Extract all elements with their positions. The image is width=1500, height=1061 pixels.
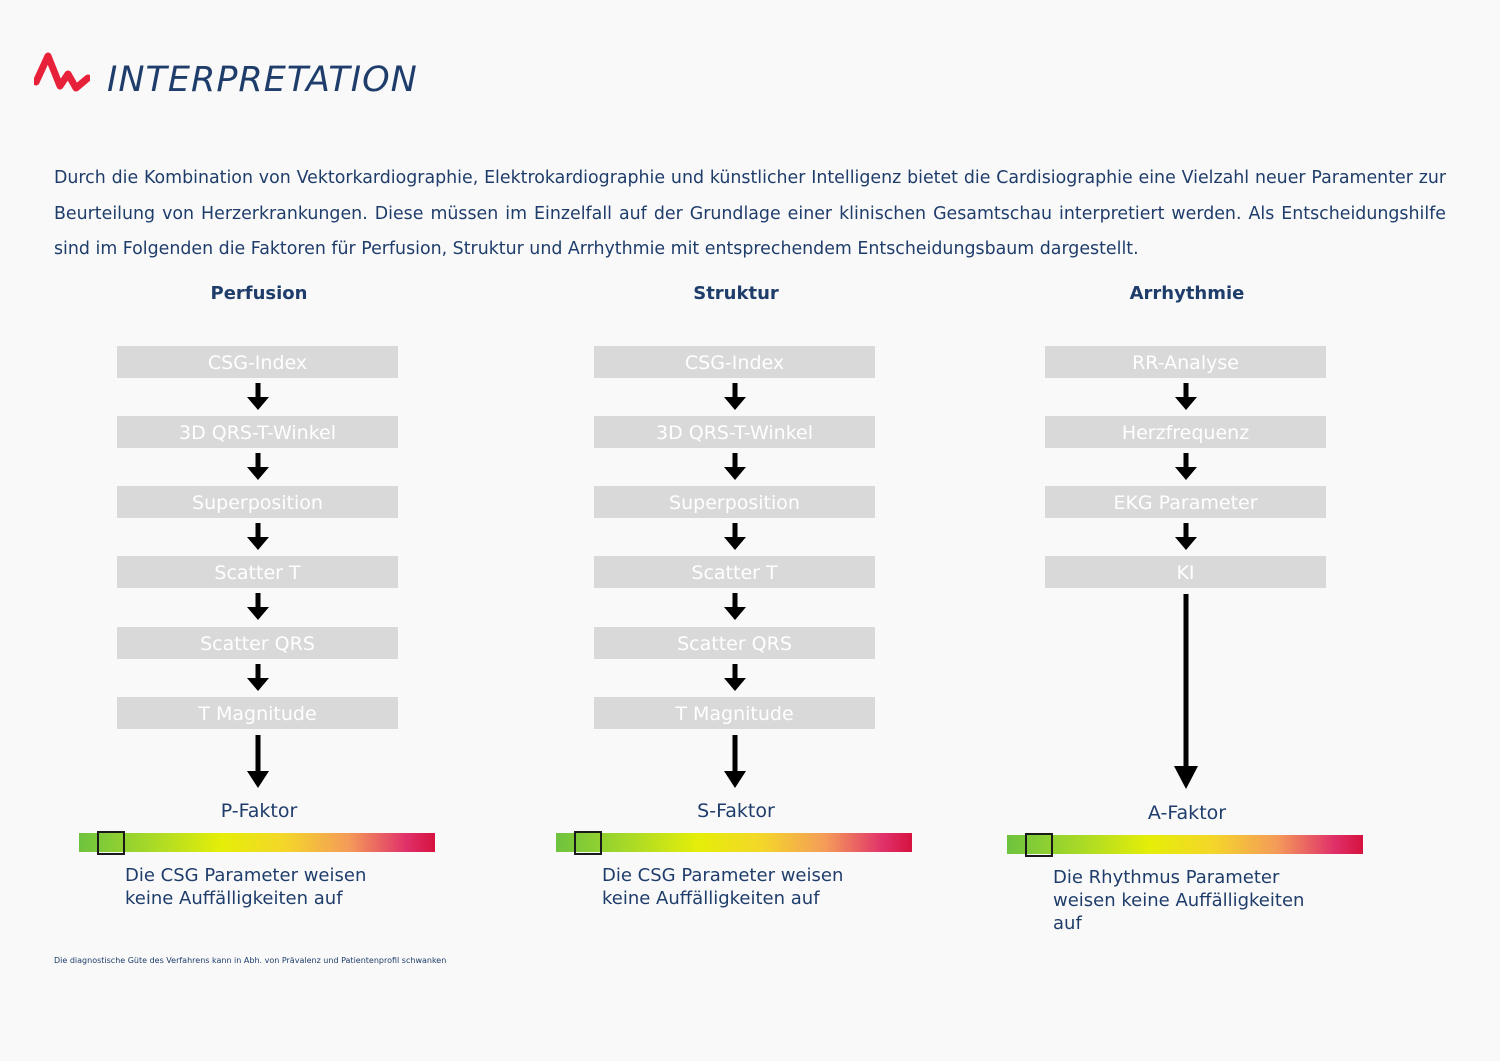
column-struktur	[556, 0, 916, 1061]
step-box: Herzfrequenz	[1045, 416, 1326, 448]
step-box: 3D QRS-T-Winkel	[117, 416, 398, 448]
arrow-down-icon	[1174, 383, 1198, 411]
arrow-down-icon	[723, 664, 747, 692]
description-line: keine Auffälligkeiten auf	[125, 888, 343, 909]
arrow-down-icon	[246, 593, 270, 621]
page-title: INTERPRETATION	[107, 60, 418, 100]
factor-gradient-bar	[79, 833, 435, 852]
arrow-down-icon	[723, 523, 747, 551]
arrow-down-icon	[246, 664, 270, 692]
step-box: T Magnitude	[117, 697, 398, 729]
factor-label: S-Faktor	[697, 800, 775, 822]
factor-description	[1053, 866, 1304, 935]
step-box: KI	[1045, 556, 1326, 588]
step-box: Superposition	[594, 486, 875, 518]
factor-label: P-Faktor	[220, 800, 298, 822]
step-box: CSG-Index	[117, 346, 398, 378]
arrow-down-icon	[723, 735, 747, 789]
factor-marker	[1025, 833, 1053, 857]
intro-paragraph: Durch die Kombination von Vektorkardiographie, Elektrokardiographie und künstlicher Intelligenz bietet die Cardisiographie eine Vielzahl neuer Paramenter zur Beurteilung von Herzerkrankungen. Diese müssen im Einzelfall auf der Grundlage einer klinischen Gesamtschau interpretiert werden. Als Entscheidungshilfe sind im Folgenden die Faktoren für Perfusion, Struktur und Arrhythmie mit entsprechendem Entscheidungsbaum dargestellt.	[54, 168, 1446, 259]
description-line: keine Auffälligkeiten auf	[602, 888, 820, 909]
factor-description	[125, 864, 366, 910]
description-line: Die CSG Parameter weisen	[602, 865, 844, 886]
step-box: Scatter T	[594, 556, 875, 588]
description-line: Die Rhythmus Parameter	[1053, 867, 1280, 888]
description-line: auf	[1053, 913, 1082, 934]
column-heading: Struktur	[693, 283, 779, 304]
arrow-down-icon	[723, 453, 747, 481]
step-box: Scatter QRS	[594, 627, 875, 659]
arrow-down-icon	[246, 735, 270, 789]
arrow-down-icon	[1174, 594, 1198, 790]
factor-label: A-Faktor	[1147, 802, 1227, 824]
arrow-down-icon	[723, 593, 747, 621]
step-box: Scatter QRS	[117, 627, 398, 659]
factor-marker	[574, 831, 602, 855]
step-box: T Magnitude	[594, 697, 875, 729]
arrow-down-icon	[246, 383, 270, 411]
step-box: CSG-Index	[594, 346, 875, 378]
column-arrhythmie	[1007, 0, 1367, 1061]
description-line: weisen keine Auffälligkeiten	[1053, 890, 1305, 911]
step-box: 3D QRS-T-Winkel	[594, 416, 875, 448]
factor-description	[602, 864, 843, 910]
column-heading: Arrhythmie	[1129, 283, 1245, 304]
arrow-down-icon	[1174, 523, 1198, 551]
arrow-down-icon	[246, 523, 270, 551]
step-box: Superposition	[117, 486, 398, 518]
description-line: Die CSG Parameter weisen	[125, 865, 367, 886]
factor-gradient-bar	[556, 833, 912, 852]
factor-marker	[97, 831, 125, 855]
arrow-down-icon	[1174, 453, 1198, 481]
step-box: Scatter T	[117, 556, 398, 588]
column-heading: Perfusion	[210, 283, 308, 304]
factor-gradient-bar	[1007, 835, 1363, 854]
footnote: Die diagnostische Güte des Verfahrens kann in Abh. von Prävalenz und Patientenprofil schwanken	[54, 956, 447, 965]
step-box: EKG Parameter	[1045, 486, 1326, 518]
step-box: RR-Analyse	[1045, 346, 1326, 378]
column-perfusion	[79, 0, 439, 1061]
arrow-down-icon	[246, 453, 270, 481]
arrow-down-icon	[723, 383, 747, 411]
